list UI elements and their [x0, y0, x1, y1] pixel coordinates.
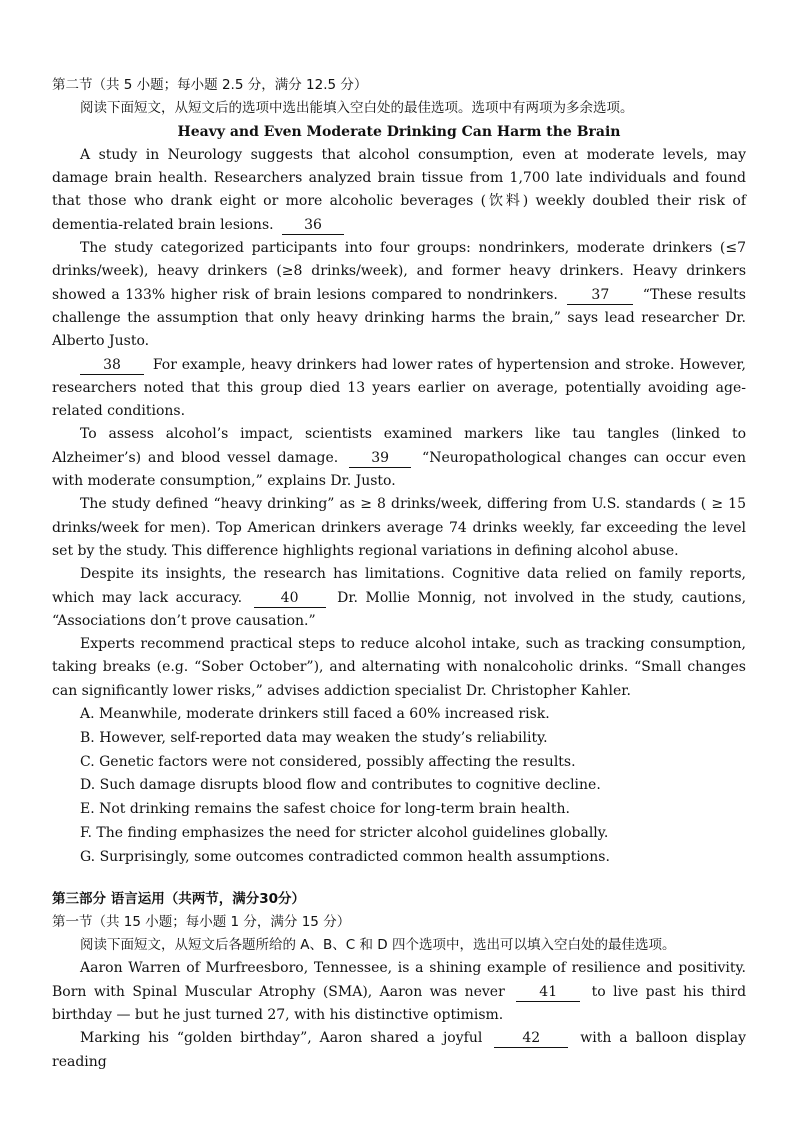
part3-paragraph-2-text: Marking his “golden birthday”, Aaron shared a joyful [80, 1030, 483, 1047]
option-a: A. Meanwhile, moderate drinkers still faced a 60% increased risk. [80, 706, 550, 723]
paragraph-4-after: “Neuropathological changes can occur even with moderate consumption,” explains Dr. Justo. [52, 449, 747, 490]
part3-section1-header: 第一节（共 15 小题；每小题 1 分，满分 15 分） [52, 913, 351, 930]
option-e: E. Not drinking remains the safest choice for long-term brain health. [80, 801, 570, 818]
option-b: B. However, self-reported data may weaken the study’s reliability. [80, 729, 548, 746]
paragraph-1-text: A study in Neurology suggests that alcohol consumption, even at moderate levels, may damage brain health. Researchers analyzed brain tissue from 1,700 late individuals and found that those who drank eight or more alcoholic beverages (饮料) weekly doubled their risk of dementia-related brain lesions. [52, 146, 746, 233]
part3-paragraph-2-after: with a balloon display reading [52, 1030, 746, 1070]
paragraph-5-text: The study defined “heavy drinking” as ≥ 8 drinks/week, differing from U.S. standards ( ≥ 15 drinks/week for men). Top American drinkers average 74 drinks weekly, far exceeding the level set by the study. This difference highlights regional variations in defining alcohol abuse. [52, 496, 746, 559]
paragraph-2-text: The study categorized participants into four groups: nondrinkers, moderate drinkers (≤7 drinks/week), heavy drinkers (≥8 drinks/week), and former heavy drinkers. Heavy drinkers showed a 133% higher risk of brain lesions compared to nondrinkers. [52, 240, 746, 303]
options-list [52, 703, 746, 870]
blank-36[interactable]: 36 [282, 217, 344, 235]
part3-paragraph-2 [52, 1027, 746, 1074]
exam-page [52, 74, 746, 1074]
option-f: F. The finding emphasizes the need for stricter alcohol guidelines globally. [80, 825, 609, 841]
option-c: C. Genetic factors were not considered, possibly affecting the results. [80, 753, 576, 770]
option-g: G. Surprisingly, some outcomes contradicted common health assumptions. [80, 848, 610, 865]
part3-paragraph-1-after: to live past his third birthday — but he just turned 27, with his distinctive optimism. [52, 983, 747, 1024]
paragraph-1 [52, 144, 746, 237]
paragraph-7-text: Experts recommend practical steps to reduce alcohol intake, such as tracking consumption, taking breaks (e.g. “Sober October”), and alternating with nonalcoholic drinks. “Small changes can significantly lower risks,” advises addiction specialist Dr. Christopher Kahler. [52, 636, 746, 699]
blank-37[interactable]: 37 [567, 287, 633, 305]
section-gap [52, 870, 746, 888]
paragraph-2-after: “These results challenge the assumption that only heavy drinking harms the brain,” says lead researcher Dr. Alberto Justo. [52, 286, 746, 350]
paragraph-6-text: Despite its insights, the research has limitations. Cognitive data relied on family reports, which may lack accuracy. [52, 566, 746, 606]
paragraph-3 [52, 354, 746, 424]
section2-instruction: 阅读下面短文，从短文后的选项中选出能填入空白处的最佳选项。选项中有两项为多余选项。 [80, 100, 634, 117]
paragraph-2 [52, 237, 746, 353]
paragraph-6 [52, 563, 746, 633]
option-d: D. Such damage disrupts blood flow and contributes to cognitive decline. [80, 777, 601, 794]
paragraph-4 [52, 423, 746, 493]
part3-instruction: 阅读下面短文，从短文后各题所给的 A、B、C 和 D 四个选项中，选出可以填入空白处的最佳选项。 [80, 937, 676, 954]
section2-header: 第二节（共 5 小题；每小题 2.5 分，满分 12.5 分） [52, 77, 368, 93]
part3-header: 第三部分 语言运用（共两节，满分30分） [52, 890, 305, 907]
blank-38[interactable]: 38 [80, 357, 144, 375]
blank-40[interactable]: 40 [254, 590, 326, 608]
paragraph-6-after: Dr. Mollie Monnig, not involved in the study, cautions, “Associations don’t prove causation.” [52, 589, 747, 629]
part3-paragraph-1-text: Aaron Warren of Murfreesboro, Tennessee, is a shining example of resilience and positivity. Born with Spinal Muscular Atrophy (SMA), Aaron was never [52, 960, 746, 1000]
paragraph-4-text: To assess alcohol’s impact, scientists examined markers like tau tangles (linked to Alzheimer’s) and blood vessel damage. [52, 426, 746, 466]
blank-42[interactable]: 42 [494, 1030, 568, 1048]
paragraph-7 [52, 633, 746, 703]
passage-title: Heavy and Even Moderate Drinking Can Harm the Brain [177, 123, 621, 140]
blank-39[interactable]: 39 [349, 450, 411, 468]
paragraph-3-after: For example, heavy drinkers had lower rates of hypertension and stroke. However, researchers noted that this group died 13 years earlier on average, potentially avoiding age-related conditions. [52, 356, 747, 420]
blank-41[interactable]: 41 [516, 984, 580, 1002]
paragraph-5 [52, 493, 746, 563]
part3-paragraph-1 [52, 957, 746, 1027]
